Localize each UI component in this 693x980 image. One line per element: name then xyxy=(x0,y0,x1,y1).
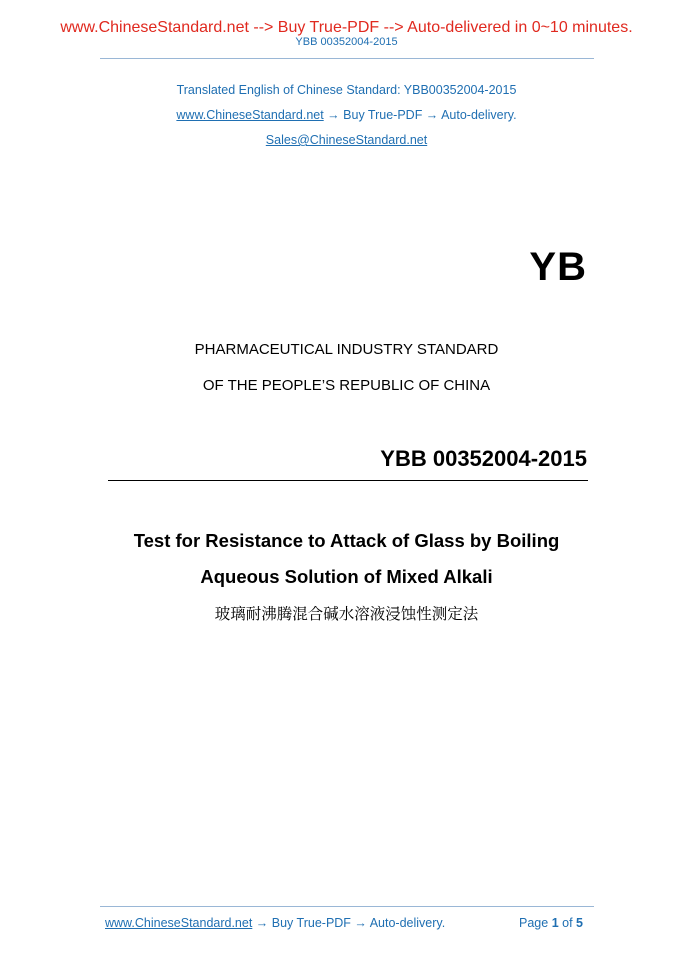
title-chinese: 玻璃耐沸腾混合碱水溶液浸蚀性测定法 xyxy=(214,605,479,623)
sales-line xyxy=(0,133,693,147)
page-total: 5 xyxy=(576,916,583,930)
translation-notice: Translated English of Chinese Standard: YBB00352004-2015 xyxy=(176,83,517,97)
title-line-2: Aqueous Solution of Mixed Alkali xyxy=(200,566,493,587)
page-indicator xyxy=(519,916,583,930)
org-line-2: OF THE PEOPLE’S REPUBLIC OF CHINA xyxy=(202,377,491,394)
org-line-1: PHARMACEUTICAL INDUSTRY STANDARD xyxy=(194,341,499,358)
page-of: of xyxy=(562,916,573,930)
delivery-text: → Buy True-PDF → Auto-delivery. xyxy=(323,108,517,122)
delivery-line xyxy=(0,108,693,122)
footer-delivery-line xyxy=(105,916,445,930)
title-line-1: Test for Resistance to Attack of Glass by Boiling xyxy=(133,530,560,551)
sales-email-link[interactable]: Sales@ChineseStandard.net xyxy=(265,133,428,147)
standard-divider xyxy=(108,480,588,481)
header-divider xyxy=(100,58,594,59)
footer-chinesestandard-link[interactable]: www.ChineseStandard.net xyxy=(105,916,253,930)
top-banner: www.ChineseStandard.net --> Buy True-PDF --> Auto-delivered in 0~10 minutes. xyxy=(60,19,633,36)
footer-delivery-text: → Buy True-PDF → Auto-delivery. xyxy=(252,916,446,930)
footer-divider xyxy=(100,906,594,907)
standard-number: YBB 00352004-2015 xyxy=(380,446,587,471)
page-label: Page xyxy=(519,916,549,930)
header-doc-code: YBB 00352004-2015 xyxy=(295,36,398,48)
page-current: 1 xyxy=(551,916,559,930)
chinesestandard-link[interactable]: www.ChineseStandard.net xyxy=(176,108,324,122)
category-code: YB xyxy=(529,245,587,289)
